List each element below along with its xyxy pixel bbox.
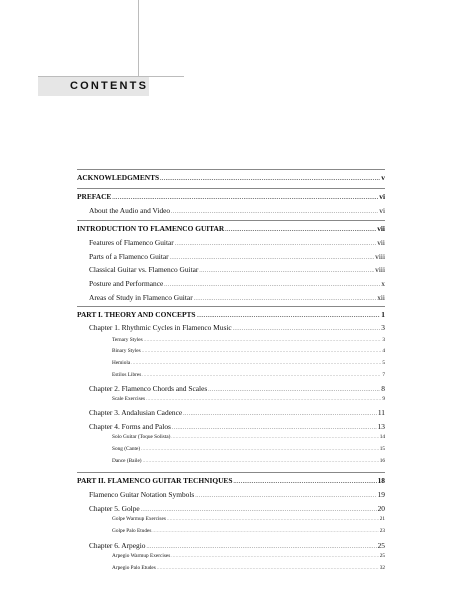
section-divider bbox=[77, 306, 385, 307]
toc-subentry[interactable] bbox=[77, 566, 385, 571]
toc-entry-label: Parts of a Flamenco Guitar bbox=[89, 252, 169, 261]
toc-entry-label: Solo Guitar (Toque Solista) bbox=[112, 434, 171, 440]
toc-entry-label: PART I. THEORY AND CONCEPTS bbox=[77, 310, 196, 319]
dot-leader bbox=[171, 435, 378, 439]
dot-leader bbox=[208, 388, 380, 393]
section-divider bbox=[77, 188, 385, 189]
toc-page-number: 13 bbox=[377, 422, 385, 431]
dot-leader bbox=[225, 228, 376, 233]
toc-page-number: x bbox=[381, 279, 385, 288]
toc-chapter-entry[interactable] bbox=[77, 542, 385, 550]
toc-subentry[interactable] bbox=[77, 517, 385, 522]
toc-entry-label: Golpe Warmup Exercises bbox=[112, 516, 166, 522]
toc-page-number: 23 bbox=[379, 528, 385, 534]
toc-subentry[interactable] bbox=[77, 529, 385, 534]
toc-chapter-entry[interactable] bbox=[77, 280, 385, 288]
dot-leader bbox=[142, 349, 382, 353]
toc-entry-label: Chapter 1. Rhythmic Cycles in Flamenco Music bbox=[89, 323, 232, 332]
toc-page-number: 8 bbox=[381, 384, 385, 393]
toc-page-number: 1 bbox=[381, 310, 385, 319]
toc-entry-label: Posture and Performance bbox=[89, 279, 164, 288]
dot-leader bbox=[172, 426, 377, 431]
toc-page-number: viii bbox=[375, 265, 385, 274]
dot-leader bbox=[141, 447, 379, 451]
page-title: CONTENTS bbox=[70, 80, 149, 92]
section-divider bbox=[77, 169, 385, 170]
toc-section-entry[interactable] bbox=[77, 477, 385, 485]
toc-entry-label: Hemiola bbox=[112, 360, 131, 366]
dot-leader bbox=[146, 397, 381, 401]
toc-entry-label: Areas of Study in Flamenco Guitar bbox=[89, 293, 193, 302]
toc-chapter-entry[interactable] bbox=[77, 385, 385, 393]
toc-chapter-entry[interactable] bbox=[77, 294, 385, 302]
toc-page-number: 16 bbox=[379, 458, 385, 464]
toc-chapter-entry[interactable] bbox=[77, 423, 385, 431]
dot-leader bbox=[152, 529, 378, 533]
dot-leader bbox=[171, 554, 378, 558]
toc-page-number: vii bbox=[377, 238, 385, 247]
toc-subentry[interactable] bbox=[77, 554, 385, 559]
toc-subentry[interactable] bbox=[77, 397, 385, 402]
dot-leader bbox=[146, 545, 376, 550]
dot-leader bbox=[175, 242, 376, 247]
toc-page-number: vii bbox=[377, 224, 385, 233]
toc-entry-label: About the Audio and Video bbox=[89, 206, 171, 215]
toc-page-number: 7 bbox=[382, 372, 385, 378]
toc-entry-label: Classical Guitar vs. Flamenco Guitar bbox=[89, 265, 199, 274]
toc-page-number: 5 bbox=[382, 360, 385, 366]
toc-section-entry[interactable] bbox=[77, 225, 385, 233]
dot-leader bbox=[171, 210, 378, 215]
toc-entry-label: Estilos Libres bbox=[112, 372, 142, 378]
dot-leader bbox=[131, 361, 381, 365]
toc-page-number: 19 bbox=[377, 490, 385, 499]
dot-leader bbox=[141, 508, 377, 513]
toc-chapter-entry[interactable] bbox=[77, 409, 385, 417]
toc-page-number: 3 bbox=[381, 323, 385, 332]
dot-leader bbox=[197, 314, 381, 319]
toc-page-number: 25 bbox=[379, 553, 385, 559]
toc-chapter-entry[interactable] bbox=[77, 266, 385, 274]
toc-entry-label: Chapter 5. Golpe bbox=[89, 504, 140, 513]
dot-leader bbox=[233, 327, 381, 332]
toc-subentry[interactable] bbox=[77, 447, 385, 452]
toc-page-number: 14 bbox=[379, 434, 385, 440]
toc-page-number: v bbox=[381, 173, 385, 182]
toc-subentry[interactable] bbox=[77, 373, 385, 378]
toc-entry-label: Chapter 3. Andalusian Cadence bbox=[89, 408, 183, 417]
section-divider bbox=[77, 472, 385, 473]
toc-chapter-entry[interactable] bbox=[77, 491, 385, 499]
toc-page-number: 15 bbox=[379, 446, 385, 452]
toc-page-number: vi bbox=[379, 192, 385, 201]
dot-leader bbox=[157, 566, 379, 570]
dot-leader bbox=[167, 517, 379, 521]
dot-leader bbox=[112, 196, 378, 201]
toc-page-number: xii bbox=[377, 293, 385, 302]
toc-page-number: vi bbox=[379, 206, 385, 215]
toc-entry-label: Features of Flamenco Guitar bbox=[89, 238, 174, 247]
toc-page-number: 18 bbox=[377, 476, 385, 485]
toc-entry-label: Binary Styles bbox=[112, 348, 141, 354]
dot-leader bbox=[144, 338, 382, 342]
toc-page-number: 21 bbox=[379, 516, 385, 522]
dot-leader bbox=[142, 373, 381, 377]
dot-leader bbox=[195, 494, 376, 499]
toc-chapter-entry[interactable] bbox=[77, 324, 385, 332]
toc-page-number: 25 bbox=[377, 541, 385, 550]
toc-entry-label: Chapter 2. Flamenco Chords and Scales bbox=[89, 384, 208, 393]
dot-leader bbox=[170, 256, 375, 261]
toc-subentry[interactable] bbox=[77, 349, 385, 354]
dot-leader bbox=[194, 297, 377, 302]
toc-entry-label: ACKNOWLEDGMENTS bbox=[77, 173, 160, 182]
toc-page-number: 9 bbox=[382, 396, 385, 402]
toc-chapter-entry[interactable] bbox=[77, 253, 385, 261]
dot-leader bbox=[199, 269, 374, 274]
toc-chapter-entry[interactable] bbox=[77, 207, 385, 215]
toc-entry-label: PART II. FLAMENCO GUITAR TECHNIQUES bbox=[77, 476, 233, 485]
toc-entry-label: Arpegio Palo Etudes bbox=[112, 565, 156, 571]
dot-leader bbox=[143, 459, 379, 463]
section-divider bbox=[77, 220, 385, 221]
toc-entry-label: PREFACE bbox=[77, 192, 112, 201]
toc-subentry[interactable] bbox=[77, 361, 385, 366]
toc-subentry[interactable] bbox=[77, 435, 385, 440]
toc-page-number: viii bbox=[375, 252, 385, 261]
toc-page-number: 20 bbox=[377, 504, 385, 513]
toc-page-number: 4 bbox=[382, 348, 385, 354]
dot-leader bbox=[183, 412, 377, 417]
toc-entry-label: Scale Exercises bbox=[112, 396, 146, 402]
toc-subentry[interactable] bbox=[77, 338, 385, 343]
dot-leader bbox=[233, 480, 376, 485]
toc-entry-label: Dance (Baile) bbox=[112, 458, 142, 464]
toc-section-entry[interactable] bbox=[77, 193, 385, 201]
toc-entry-label: Chapter 4. Forms and Palos bbox=[89, 422, 171, 431]
toc-entry-label: INTRODUCTION TO FLAMENCO GUITAR bbox=[77, 224, 225, 233]
dot-leader bbox=[160, 177, 380, 182]
toc-entry-label: Ternary Styles bbox=[112, 337, 143, 343]
toc-section-entry[interactable] bbox=[77, 174, 385, 182]
toc-entry-label: Song (Cante) bbox=[112, 446, 141, 452]
toc-entry-label: Flamenco Guitar Notation Symbols bbox=[89, 490, 195, 499]
toc-entry-label: Chapter 6. Arpegio bbox=[89, 541, 146, 550]
toc-chapter-entry[interactable] bbox=[77, 505, 385, 513]
toc-subentry[interactable] bbox=[77, 459, 385, 464]
toc-entry-label: Arpegio Warmup Exercises bbox=[112, 553, 171, 559]
dot-leader bbox=[164, 283, 380, 288]
toc-page-number: 3 bbox=[382, 337, 385, 343]
toc-page-number: 32 bbox=[379, 565, 385, 571]
toc-entry-label: Golpe Palo Etudes bbox=[112, 528, 152, 534]
toc-page-number: 11 bbox=[377, 408, 385, 417]
toc-chapter-entry[interactable] bbox=[77, 239, 385, 247]
toc-section-entry[interactable] bbox=[77, 311, 385, 319]
